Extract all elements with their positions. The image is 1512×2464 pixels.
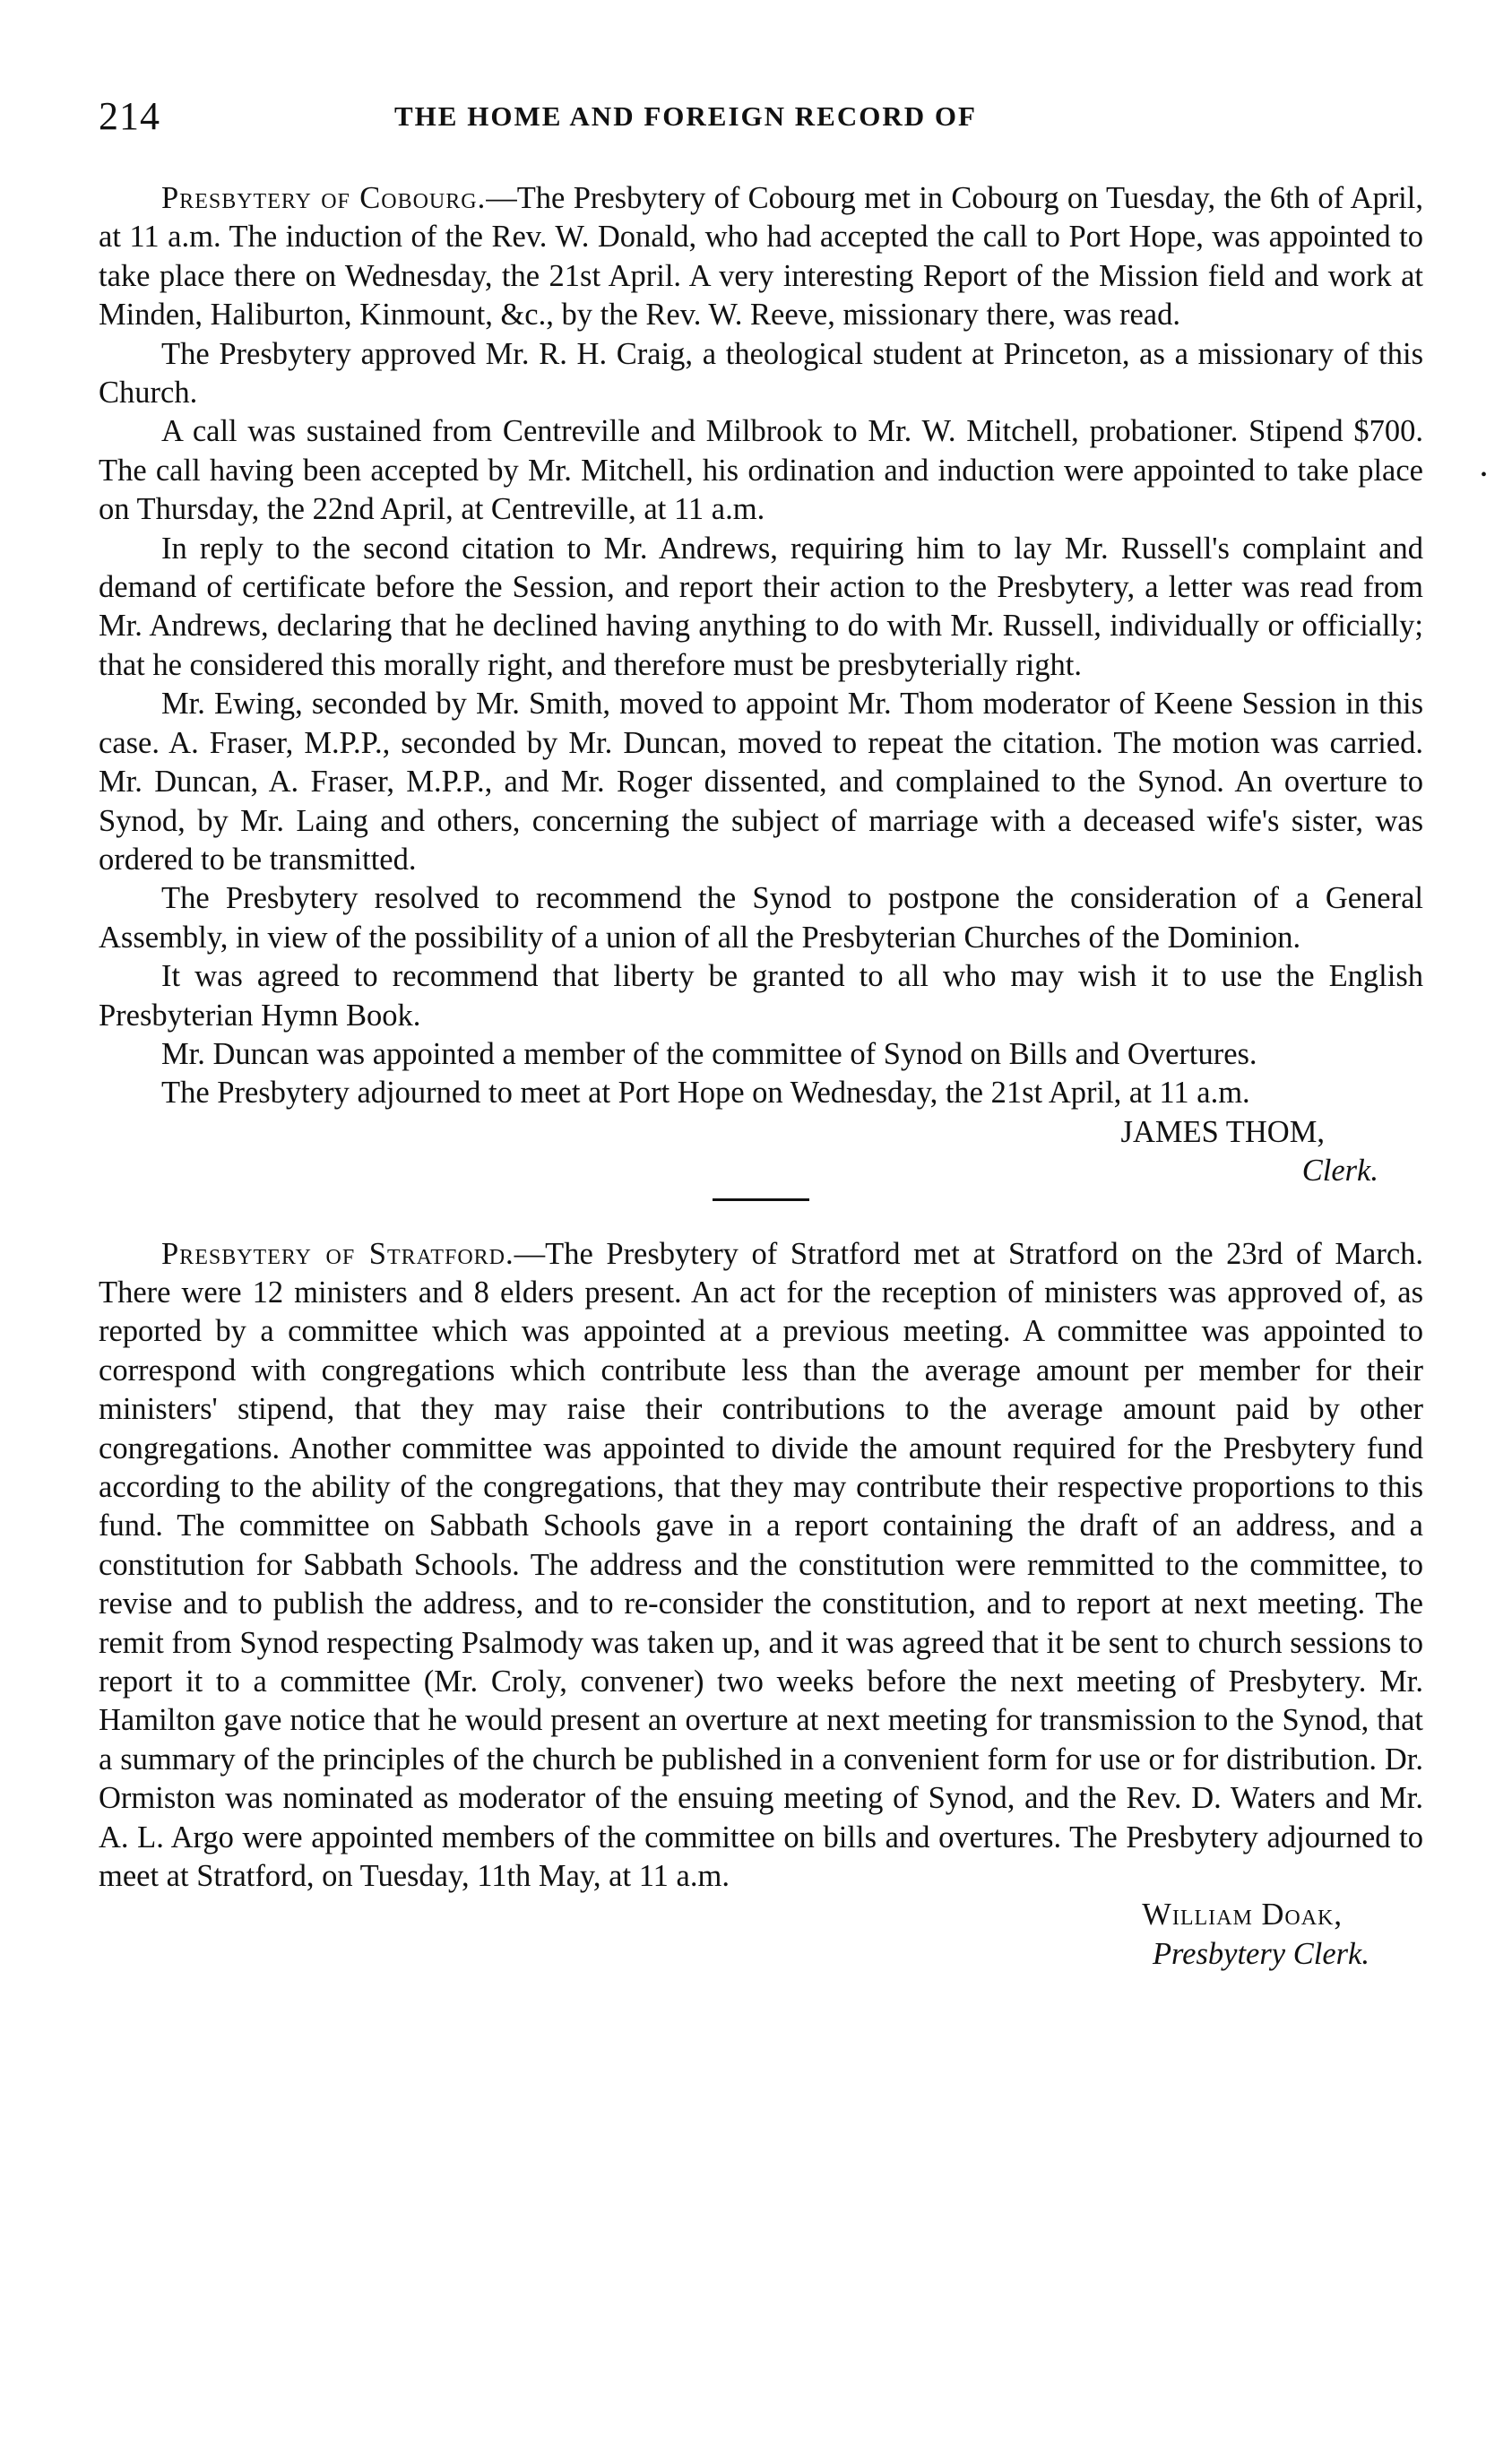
section-heading: Presbytery of Cobourg. [161,181,487,215]
signature-name: JAMES THOM, [1120,1114,1325,1149]
paragraph: The Presbytery approved Mr. R. H. Craig, a theological student at Princeton, as a missionary of this Church. [99,336,1423,411]
section-divider [713,1198,809,1201]
signature-title: Presbytery Clerk. [1152,1936,1369,1971]
margin-dot: • [1481,465,1488,485]
section-cobourg [99,179,1423,1191]
paragraph: The Presbytery resolved to recommend the Synod to postpone the consideration of a General Assembly, in view of the possibility of a union of all the Presbyterian Churches of the Dominion. [99,881,1423,955]
paragraph: The Presbytery adjourned to meet at Port Hope on Wednesday, the 21st April, at 11 a.m. [161,1076,1250,1111]
running-head [99,93,1416,147]
paragraph: It was agreed to recommend that liberty be granted to all who may wish it to use the English Presbyterian Hymn Book. [99,959,1423,1033]
running-title: THE HOME AND FOREIGN RECORD OF [394,100,977,132]
paragraph-text: —The Presbytery of Cobourg met in Cobourg on Tuesday, the 6th of April, at 11 a.m. The induction of the Rev. W. Donald, who had accepted the call to Port Hope, was appointed to take place there on Wednesday, the 21st April. A very interesting Report of the Mission field and work at Minden, Haliburton, Kinmount, &c., by the Rev. W. Reeve, missionary there, was read. [99,181,1423,333]
paragraph: A call was sustained from Centreville and Milbrook to Mr. W. Mitchell, probationer. Stipend $700. The call having been accepted by Mr. Mitchell, his ordination and induction were appointed to take place on Thursday, the 22nd April, at Centreville, at 11 a.m. [99,414,1423,527]
signature-block [99,1113,1423,1191]
page-number: 214 [99,94,160,138]
paragraph-text: —The Presbytery of Stratford met at Stratford on the 23rd of March. There were 12 ministers and 8 elders present. An act for the reception of ministers was approved of, as reported by a committee which was appointed at a previous meeting. A committee was appointed to correspond with congregations which contribute less than the average amount per member for their ministers' stipend, that they may raise their contributions to the average amount paid by other congregations. Another committee was appointed to divide the amount required for the Presbytery fund according to the ability of the congregations, that they may contribute their respective proportions to this fund. The committee on Sabbath Schools gave in a report containing the draft of an address, and a constitution for Sabbath Schools. The address and the constitution were remmitted to the committee, to revise and to publish the address, and to re-consider the constitution, and to report at next meeting. The remit from Synod respecting Psalmody was taken up, and it was agreed that it be sent to church sessions to report it to a committee (Mr. Croly, convener) two weeks before the next meeting of Presbytery. Mr. Hamilton gave notice that he would present an overture at next meeting for transmission to the Synod, that a summary of the principles of the church be published in a convenient form for use or for distribution. Dr. Ormiston was nominated as moderator of the ensuing meeting of Synod, and the Rev. D. Waters and Mr. A. L. Argo were appointed members of the committee on bills and overtures. The Presbytery adjourned to meet at Stratford, on Tuesday, 11th May, at 11 a.m. [99,1236,1424,1894]
article-body [99,179,1423,1974]
paragraph [99,179,1423,335]
paragraph: Mr. Duncan was appointed a member of the committee of Synod on Bills and Overtures. [161,1036,1257,1071]
signature-name: William Doak, [1142,1898,1343,1932]
section-heading: Presbytery of Stratford. [161,1236,514,1271]
signature-title: Clerk. [1301,1154,1378,1189]
section-stratford [99,1235,1423,1975]
signature-block [99,1896,1423,1974]
paragraph: In reply to the second citation to Mr. Andrews, requiring him to lay Mr. Russell's complaint and demand of certificate before the Session, and report their action to the Presbytery, a letter was read from Mr. Andrews, declaring that he declined having anything to do with Mr. Russell, individually or officially; that he considered this morally right, and therefore must be presbyterially right. [99,531,1423,682]
paragraph: Mr. Ewing, seconded by Mr. Smith, moved to appoint Mr. Thom moderator of Keene Session in this case. A. Fraser, M.P.P., seconded by Mr. Duncan, moved to repeat the citation. The motion was carried. Mr. Duncan, A. Fraser, M.P.P., and Mr. Roger dissented, and complained to the Synod. An overture to Synod, by Mr. Laing and others, concerning the subject of marriage with a deceased wife's sister, was ordered to be transmitted. [99,687,1423,877]
paragraph [99,1235,1423,1897]
